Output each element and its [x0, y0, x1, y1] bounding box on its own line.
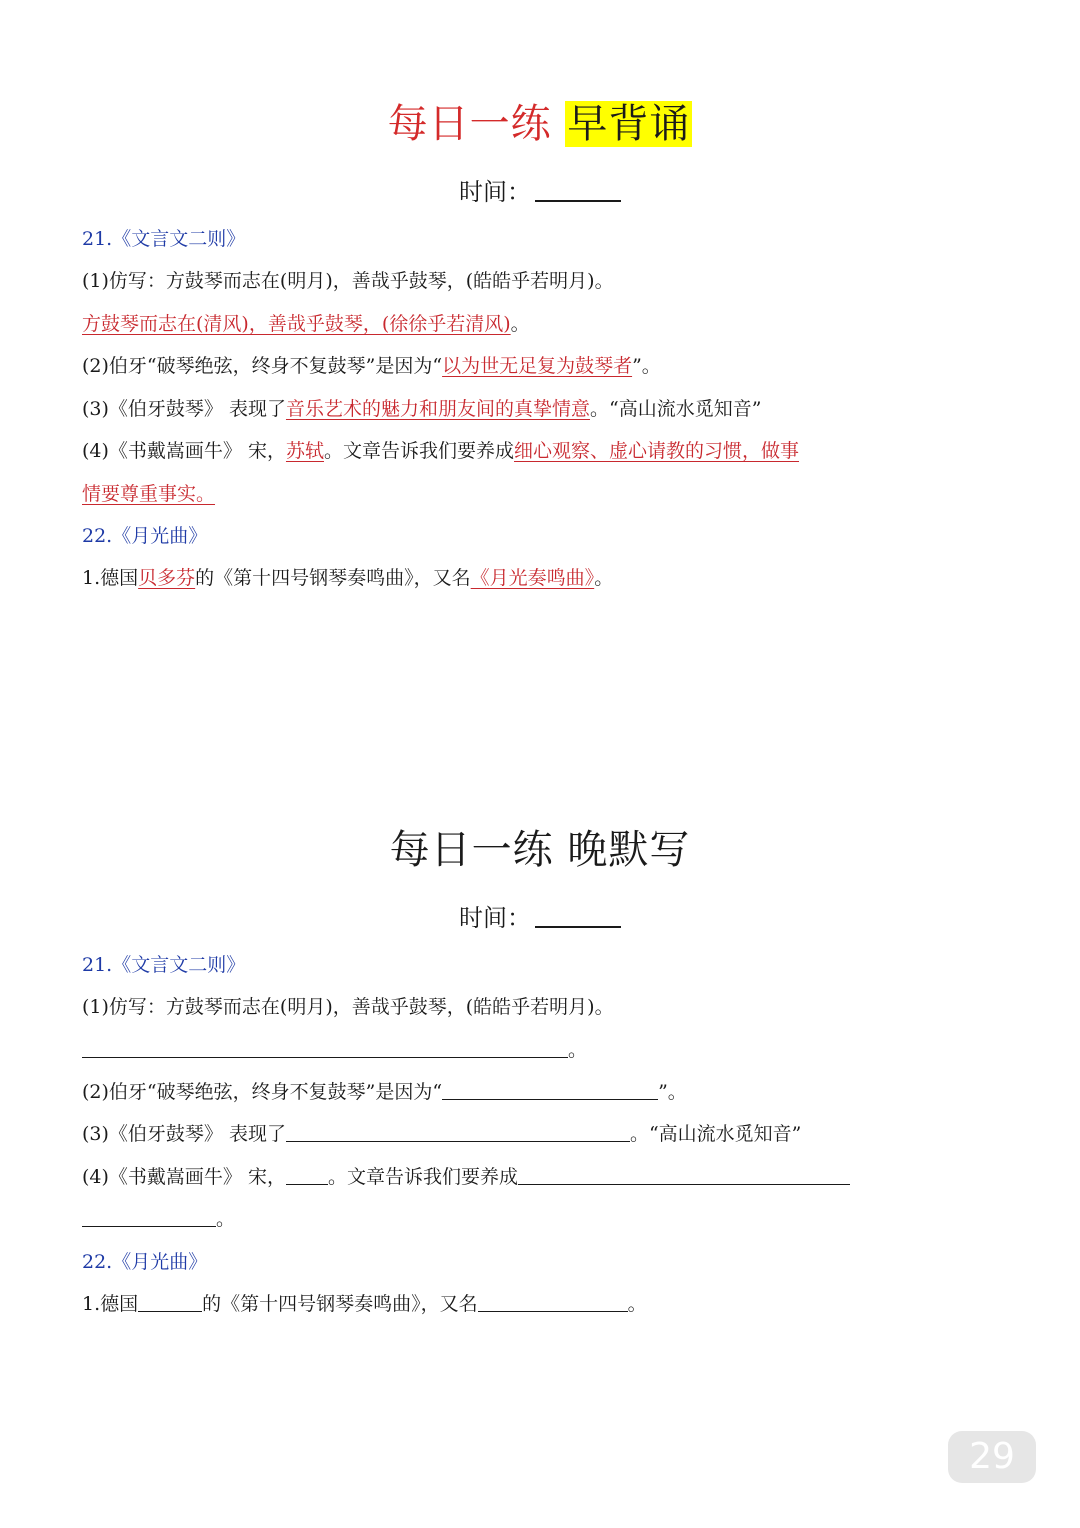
morning-answer-4-author: 苏轼: [285, 440, 324, 462]
question-text: 的《第十四号钢琴奏鸣曲》，又名: [195, 567, 471, 589]
question-text: 。“高山流水觅知音”: [629, 1123, 802, 1145]
morning-answer-5-composer: 贝多芬: [138, 567, 196, 589]
evening-section-21-title: 21.《文言文二则》: [82, 954, 246, 976]
page-number-badge: 29: [948, 1431, 1036, 1483]
question-text: 。“高山流水觅知音”: [589, 398, 762, 420]
question-text: 。文章告诉我们要养成: [327, 1166, 518, 1188]
morning-answer-4-part1: 细心观察、虚心请教的习惯，做事: [514, 440, 800, 462]
question-text: (2)伯牙“破琴绝弦，终身不复鼓琴”是因为“: [82, 355, 443, 377]
fill-blank[interactable]: [286, 1123, 630, 1142]
morning-answer-1-row: [82, 311, 530, 337]
time-blank[interactable]: [535, 178, 621, 202]
morning-question-1: (1)仿写：方鼓琴而志在(明月)，善哉乎鼓琴，(皓皓乎若明月)。: [82, 270, 614, 292]
morning-question-4-cont: [82, 481, 215, 507]
question-text: (3)《伯牙鼓琴》 表现了: [82, 1123, 286, 1145]
morning-question-3: [82, 396, 761, 422]
question-text: ”。: [658, 1081, 687, 1103]
morning-question-5: [82, 565, 613, 591]
evening-title: 每日一练 晚默写: [389, 827, 691, 873]
question-text: 1.德国: [82, 567, 139, 589]
fill-blank[interactable]: [286, 1166, 328, 1185]
question-text: (2)伯牙“破琴绝弦，终身不复鼓琴”是因为“: [82, 1081, 443, 1103]
question-text: 。: [594, 567, 614, 589]
morning-answer-5-name: 《月光奏鸣曲》: [470, 567, 595, 589]
question-text: (4)《书戴嵩画牛》 宋，: [82, 1166, 286, 1188]
morning-section-21-title: 21.《文言文二则》: [82, 228, 246, 250]
evening-time-row: [0, 898, 1080, 933]
time-label: 时间：: [459, 904, 531, 932]
time-label: 时间：: [459, 178, 531, 206]
fill-blank[interactable]: [518, 1166, 850, 1185]
question-text: 。: [568, 1039, 588, 1061]
question-text: 的《第十四号钢琴奏鸣曲》，又名: [202, 1293, 478, 1315]
answer-end-punct: 。: [510, 313, 530, 335]
morning-question-4: [82, 438, 799, 464]
evening-question-4: [82, 1164, 850, 1190]
morning-answer-4-part2: 情要尊重事实。: [82, 483, 216, 505]
evening-question-5: [82, 1291, 647, 1317]
question-text: ”。: [632, 355, 661, 377]
time-blank[interactable]: [535, 904, 621, 928]
question-text: 。: [627, 1293, 647, 1315]
morning-time-row: [0, 172, 1080, 207]
question-text: 。: [216, 1208, 236, 1230]
question-text: (4)《书戴嵩画牛》 宋，: [82, 440, 286, 462]
evening-section-22-title: 22.《月光曲》: [82, 1251, 208, 1273]
morning-section-22-title: 22.《月光曲》: [82, 525, 208, 547]
evening-blank-1-row: [82, 1037, 587, 1063]
question-text: 。文章告诉我们要养成: [323, 440, 514, 462]
fill-blank[interactable]: [478, 1293, 628, 1312]
question-text: (3)《伯牙鼓琴》 表现了: [82, 398, 286, 420]
fill-blank[interactable]: [138, 1293, 202, 1312]
question-text: 1.德国: [82, 1293, 139, 1315]
morning-answer-2: 以为世无足复为鼓琴者: [442, 355, 633, 377]
morning-title-highlight: 早背诵: [567, 101, 691, 147]
morning-answer-3: 音乐艺术的魅力和朋友间的真挚情意: [285, 398, 590, 420]
evening-question-1: (1)仿写：方鼓琴而志在(明月)，善哉乎鼓琴，(皓皓乎若明月)。: [82, 996, 614, 1018]
evening-question-2: [82, 1079, 687, 1105]
fill-blank[interactable]: [442, 1081, 658, 1100]
fill-blank[interactable]: [82, 1039, 568, 1058]
morning-title-prefix: 每日一练: [387, 101, 552, 147]
morning-question-2: [82, 353, 661, 379]
evening-question-4-cont: [82, 1206, 235, 1232]
morning-answer-1: 方鼓琴而志在(清风)，善哉乎鼓琴，(徐徐乎若清风): [82, 313, 511, 335]
evening-question-3: [82, 1121, 801, 1147]
morning-title: [0, 92, 1080, 149]
fill-blank[interactable]: [82, 1208, 216, 1227]
